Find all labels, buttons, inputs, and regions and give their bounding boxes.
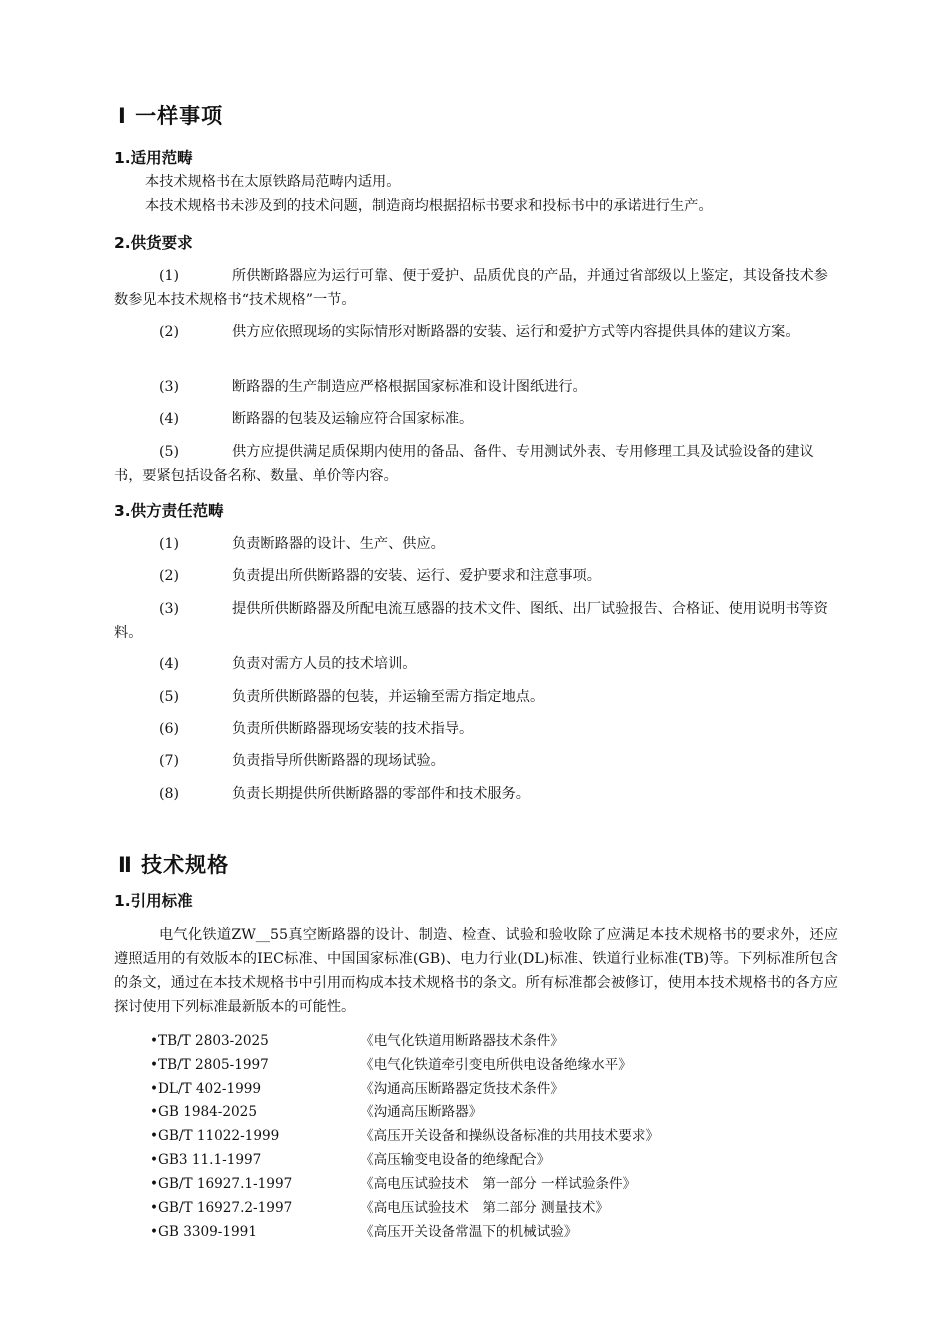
list-item — [114, 652, 838, 676]
section-heading-technical-spec: Ⅱ 技术规格 — [118, 853, 230, 877]
item-text: 负责所供断路器的包装，并运输至需方指定地点。 — [232, 689, 545, 705]
reference-code: •TB/T 2803-2025 — [150, 1033, 269, 1049]
item-number: (1) — [159, 268, 180, 284]
list-item — [114, 564, 838, 588]
subsection-heading-scope: 1.适用范畴 — [114, 149, 193, 167]
reference-code: •GB3 11.1-1997 — [150, 1152, 262, 1168]
list-item — [114, 440, 838, 488]
subsection-heading-standards: 1.引用标准 — [114, 892, 193, 910]
section-heading-general: Ⅰ 一样事项 — [118, 104, 224, 128]
item-text: 负责提出所供断路器的安装、运行、爱护要求和注意事项。 — [232, 568, 601, 584]
reference-title: 《高压开关设备常温下的机械试验》 — [360, 1224, 578, 1240]
list-item — [114, 597, 838, 645]
reference-code: •TB/T 2805-1997 — [150, 1057, 269, 1073]
scope-paragraph-1: 本技术规格书在太原铁路局范畴内适用。 — [145, 174, 401, 190]
item-number: (6) — [159, 721, 180, 737]
reference-code: •GB/T 16927.1-1997 — [150, 1176, 293, 1192]
item-number: (4) — [159, 656, 180, 672]
reference-title: 《高电压试验技术 第二部分 测量技术》 — [360, 1200, 610, 1216]
item-text: 提供所供断路器及所配电流互感器的技术文件、图纸、出厂试验报告、合格证、使用说明书等资料。 — [114, 601, 828, 641]
item-text: 负责所供断路器现场安装的技术指导。 — [232, 721, 474, 737]
item-number: (3) — [159, 379, 180, 395]
item-text: 负责对需方人员的技术培训。 — [232, 656, 417, 672]
item-number: (1) — [159, 536, 180, 552]
reference-title: 《高电压试验技术 第一部分 一样试验条件》 — [360, 1176, 637, 1192]
reference-title: 《电气化铁道牵引变电所供电设备绝缘水平》 — [360, 1057, 632, 1073]
reference-code: •GB 1984-2025 — [150, 1104, 257, 1120]
item-number: (2) — [159, 324, 180, 340]
list-item — [114, 320, 838, 344]
list-item — [114, 264, 838, 312]
list-item — [114, 685, 838, 709]
reference-title: 《高压开关设备和操纵设备标准的共用技术要求》 — [360, 1128, 660, 1144]
item-number: (3) — [159, 601, 180, 617]
item-text: 负责指导所供断路器的现场试验。 — [232, 753, 445, 769]
item-text: 供方应依照现场的实际情形对断路器的安装、运行和爱护方式等内容提供具体的建议方案。 — [232, 324, 800, 340]
reference-title: 《高压输变电设备的绝缘配合》 — [360, 1152, 551, 1168]
list-item — [114, 375, 838, 399]
reference-code: •GB 3309-1991 — [150, 1224, 257, 1240]
subsection-heading-supply: 2.供货要求 — [114, 234, 193, 252]
list-item — [114, 749, 838, 773]
list-item — [114, 532, 838, 556]
item-text: 断路器的生产制造应严格根据国家标准和设计图纸进行。 — [232, 379, 587, 395]
reference-code: •DL/T 402-1999 — [150, 1081, 262, 1097]
list-item — [114, 407, 838, 431]
item-number: (4) — [159, 411, 180, 427]
item-text: 断路器的包装及运输应符合国家标准。 — [232, 411, 474, 427]
reference-title: 《电气化铁道用断路器技术条件》 — [360, 1033, 564, 1049]
standards-paragraph: 电气化铁道ZW__55真空断路器的设计、制造、检查、试验和验收除了应满足本技术规格书的要求外，还应遵照适用的有效版本的IEC标准、中国国家标准(GB)、电力行业(DL)标准、铁道行业标准(TB)等。下列标准所包含的条文，通过在本技术规格书中引用而构成本技术规格书的条文。所有标准都会被修订，使用本技术规格书的各方应探讨使用下列标准最新版本的可能性。 — [114, 927, 838, 1015]
item-number: (7) — [159, 753, 180, 769]
item-text: 负责长期提供所供断路器的零部件和技术服务。 — [232, 786, 530, 802]
item-number: (8) — [159, 786, 180, 802]
item-number: (5) — [159, 689, 180, 705]
item-number: (2) — [159, 568, 180, 584]
item-text: 负责断路器的设计、生产、供应。 — [232, 536, 445, 552]
reference-code: •GB/T 11022-1999 — [150, 1128, 280, 1144]
reference-title: 《沟通高压断路器》 — [360, 1104, 483, 1120]
subsection-heading-responsibility: 3.供方责任范畴 — [114, 502, 224, 520]
list-item — [114, 782, 838, 806]
reference-title: 《沟通高压断路器定货技术条件》 — [360, 1081, 564, 1097]
item-number: (5) — [159, 444, 180, 460]
item-text: 供方应提供满足质保期内使用的备品、备件、专用测试外表、专用修理工具及试验设备的建议书，要紧包括设备名称、数量、单价等内容。 — [114, 444, 814, 484]
item-text: 所供断路器应为运行可靠、便于爱护、品质优良的产品，并通过省部级以上鉴定，其设备技术参数参见本技术规格书“技术规格”一节。 — [114, 268, 828, 308]
reference-code: •GB/T 16927.2-1997 — [150, 1200, 293, 1216]
list-item — [114, 717, 838, 741]
scope-paragraph-2: 本技术规格书未涉及到的技术问题，制造商均根据招标书要求和投标书中的承诺进行生产。 — [145, 198, 713, 214]
